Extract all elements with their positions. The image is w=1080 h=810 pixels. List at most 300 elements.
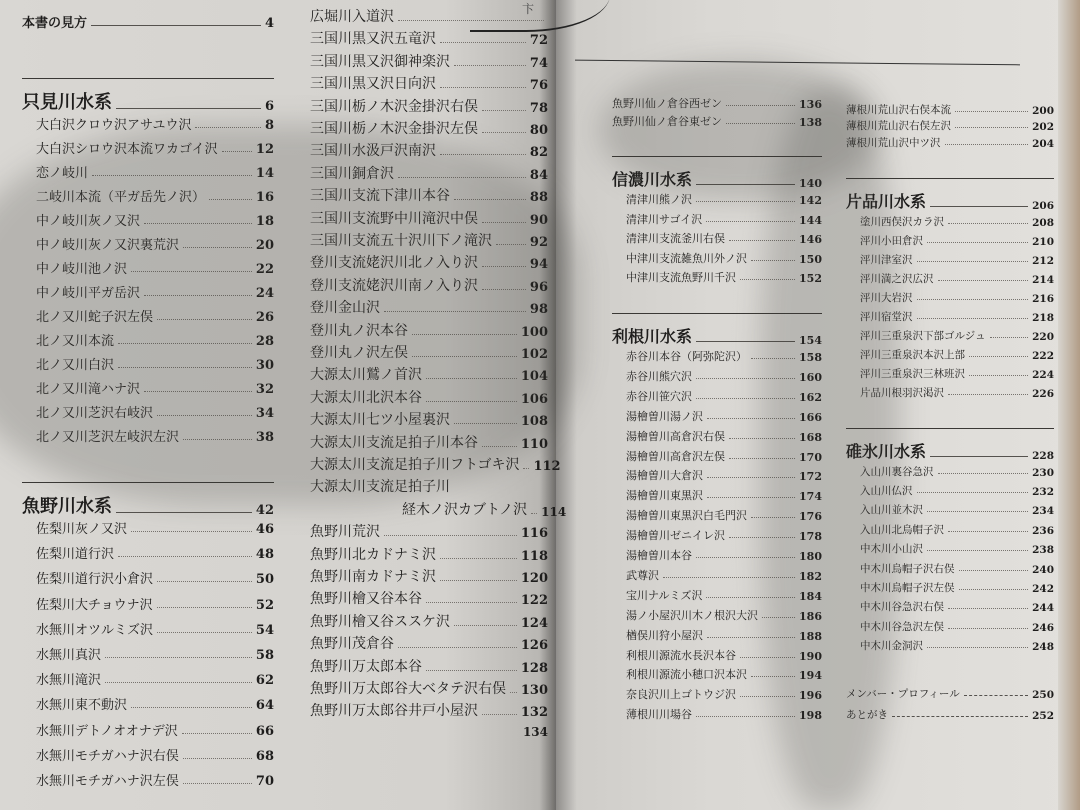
section-rule (846, 178, 1054, 179)
toc-entry[interactable] (860, 383, 1054, 400)
entry-title: 水無川オツルミズ沢 (36, 622, 154, 638)
back-matter-entry[interactable] (846, 705, 1054, 722)
page-number: 162 (799, 390, 822, 404)
toc-entry[interactable] (860, 345, 1054, 362)
toc-entry[interactable] (36, 138, 274, 157)
entry-title: 広堀川入道沢 (310, 9, 394, 25)
page-number: 62 (255, 673, 274, 689)
toc-entry[interactable] (310, 387, 548, 407)
toc-entry[interactable] (860, 559, 1054, 576)
dot-leader (751, 517, 795, 518)
toc-entry[interactable] (310, 320, 548, 340)
dot-leader (948, 531, 1028, 532)
dot-leader (707, 477, 795, 478)
page-number: 154 (799, 334, 822, 347)
toc-entry[interactable] (36, 568, 274, 587)
toc-entry[interactable] (36, 258, 274, 277)
page-number: 206 (1032, 200, 1054, 212)
toc-entry[interactable] (310, 208, 548, 228)
entry-title: 水無川モチガハナ沢左俣 (36, 774, 179, 789)
toc-entry[interactable] (310, 454, 561, 474)
entry-title: 清津川支流釜川右俣 (626, 232, 725, 245)
section-leader (930, 456, 1028, 457)
dot-leader (726, 123, 795, 124)
dot-leader (751, 358, 795, 359)
dot-leader (496, 244, 526, 245)
toc-entry[interactable] (310, 432, 548, 452)
section-heading[interactable] (22, 494, 274, 518)
page-number: 204 (1032, 137, 1054, 150)
page-number: 46 (255, 522, 274, 537)
toc-entry[interactable] (626, 685, 822, 702)
dot-leader (131, 531, 252, 532)
page-number: 174 (799, 490, 822, 504)
page-number: 68 (255, 748, 274, 764)
dot-leader (523, 468, 529, 469)
entry-title: 泙川津室沢 (860, 253, 913, 266)
dot-leader (917, 261, 1029, 262)
toc-entry[interactable] (310, 611, 548, 631)
toc-entry[interactable] (846, 133, 1054, 150)
dot-leader (398, 177, 526, 178)
page-number: 176 (799, 510, 822, 524)
dot-leader (729, 537, 795, 538)
page-number: 242 (1032, 582, 1054, 595)
toc-entry[interactable] (860, 481, 1054, 498)
entry-title: 水無川滝沢 (36, 673, 102, 689)
section-heading[interactable] (612, 168, 822, 190)
page-number: 16 (255, 190, 274, 205)
dot-leader (426, 378, 517, 379)
dot-leader (751, 260, 795, 261)
toc-entry[interactable] (860, 288, 1054, 305)
entry-title: 泙川大岩沢 (860, 291, 913, 304)
toc-entry[interactable] (860, 307, 1054, 324)
dot-leader (144, 223, 252, 224)
page-number: 76 (529, 78, 548, 94)
page-number: 110 (520, 436, 548, 452)
toc-entry[interactable] (310, 140, 548, 160)
toc-entry[interactable] (860, 269, 1054, 286)
section-rule (846, 428, 1054, 429)
page-number: 180 (799, 550, 822, 563)
page-number: 82 (529, 145, 548, 161)
dot-leader (990, 337, 1029, 338)
page-number: 122 (520, 593, 548, 609)
dot-leader (157, 632, 252, 633)
page-number: 104 (520, 369, 548, 385)
section-heading[interactable] (612, 325, 822, 347)
toc-entry[interactable] (36, 114, 274, 133)
dot-leader (927, 550, 1028, 551)
page-number: 150 (799, 252, 822, 266)
toc-column (22, 0, 274, 810)
toc-entry[interactable] (626, 705, 822, 722)
entry-title: 三国川黒又沢御神楽沢 (310, 53, 450, 70)
entry-title: 北ノ又川本流 (36, 334, 115, 349)
entry-title: 登川金山沢 (310, 300, 380, 317)
entry-title: 三国川水汲戸沢南沢 (310, 143, 436, 160)
toc-entry[interactable] (626, 447, 822, 464)
page-number: 118 (520, 548, 548, 564)
toc-entry[interactable] (310, 185, 548, 205)
page-number: 190 (799, 649, 822, 663)
toc-entry[interactable] (36, 518, 274, 537)
page-number: 188 (799, 629, 822, 643)
page-number: 72 (529, 33, 548, 49)
toc-entry[interactable] (626, 646, 822, 663)
dot-leader (454, 199, 526, 200)
dot-leader (398, 647, 517, 648)
page-number: 196 (799, 689, 822, 703)
toc-entry[interactable] (310, 297, 548, 317)
toc-entry[interactable] (860, 462, 1054, 479)
page-number: 32 (255, 382, 274, 397)
page-number: 134 (522, 724, 548, 739)
page-edge (1058, 0, 1080, 810)
page-number: 132 (520, 705, 548, 721)
page-number: 66 (255, 723, 274, 739)
page-number: 232 (1032, 485, 1054, 498)
toc-entry[interactable] (860, 231, 1054, 248)
page-number: 222 (1032, 349, 1054, 362)
toc-entry[interactable] (310, 633, 548, 653)
entry-title: 北ノ又川白沢 (36, 358, 115, 373)
page-number: 22 (255, 262, 274, 277)
toc-entry[interactable] (846, 117, 1054, 134)
page-number: 12 (255, 142, 274, 157)
entry-title: 大源太川支流足拍子川フトゴキ沢 (310, 457, 520, 473)
toc-entry[interactable] (310, 588, 548, 608)
section-leader (116, 108, 261, 109)
toc-entry[interactable] (860, 637, 1054, 654)
dot-leader (964, 695, 1028, 696)
section-title: 碓氷川水系 (846, 442, 927, 461)
dot-leader (118, 343, 252, 344)
toc-entry[interactable] (626, 665, 822, 682)
entry-title: 入山川裏谷急沢 (860, 465, 934, 478)
entry-title: 入山川北烏帽子沢 (860, 523, 944, 536)
entry-title: 湯檜曽川本谷 (626, 549, 692, 562)
toc-entry[interactable] (860, 501, 1054, 518)
entry-title: 佐梨川道行沢小倉沢 (36, 572, 154, 588)
toc-entry[interactable] (36, 594, 274, 613)
page-number: 42 (255, 503, 274, 518)
toc-entry[interactable] (310, 163, 548, 183)
dot-leader (740, 657, 795, 658)
entry-title: 赤谷川本谷（阿弥陀沢） (626, 350, 747, 363)
toc-entry[interactable] (36, 543, 274, 562)
toc-entry[interactable] (36, 619, 274, 638)
page-number: 128 (520, 660, 548, 676)
toc-entry[interactable] (626, 407, 822, 424)
entry-title: 三国川栃ノ木沢金掛沢右俣 (310, 98, 478, 115)
toc-entry[interactable] (36, 402, 274, 421)
page-number: 6 (264, 99, 274, 114)
dot-leader (157, 581, 252, 582)
dot-leader (938, 473, 1029, 474)
toc-entry[interactable] (310, 252, 548, 272)
entry-title: 魚野川檜又谷本谷 (310, 591, 422, 608)
toc-entry[interactable] (36, 354, 274, 373)
dot-leader (927, 511, 1028, 512)
toc-entry[interactable] (310, 275, 548, 295)
dot-leader (412, 356, 517, 357)
toc-entry[interactable] (626, 546, 822, 563)
dot-leader (157, 607, 252, 608)
toc-entry[interactable] (626, 526, 822, 543)
entry-title: 魚野川万太郎本谷 (310, 658, 422, 675)
dot-leader (696, 201, 795, 202)
entry-title: 入山川仏沢 (860, 484, 913, 497)
dot-leader (762, 617, 795, 618)
toc-entry[interactable] (626, 566, 822, 583)
entry-title: 入山川並木沢 (860, 504, 923, 517)
dot-leader (105, 657, 252, 658)
running-head-fragment: 卞 (522, 2, 535, 16)
toc-entry[interactable] (860, 520, 1054, 537)
page-number: 158 (799, 351, 822, 364)
toc-entry[interactable] (860, 578, 1054, 595)
entry-title: 佐梨川灰ノ又沢 (36, 522, 128, 537)
entry-title: 三国川支流野中川滝沢中俣 (310, 210, 478, 227)
page-number: 226 (1032, 387, 1054, 400)
back-matter-entry[interactable] (846, 684, 1054, 701)
toc-entry[interactable] (860, 617, 1054, 634)
page-number: 24 (255, 286, 274, 301)
entry-title: 中津川支流雑魚川外ノ沢 (626, 251, 747, 265)
toc-entry[interactable] (860, 250, 1054, 267)
section-leader (696, 341, 795, 342)
section-leader (116, 512, 252, 513)
toc-entry[interactable] (36, 720, 274, 739)
dot-leader (707, 497, 795, 498)
entry-title: 泙川三重泉沢下部ゴルジュ (860, 329, 986, 342)
page-number: 84 (529, 167, 548, 183)
page-number: 58 (255, 648, 274, 663)
dot-leader (157, 319, 252, 320)
section-rule (22, 78, 274, 79)
toc-entry[interactable] (36, 330, 274, 349)
section-rule (612, 156, 822, 157)
section-heading[interactable] (22, 90, 274, 114)
toc-entry[interactable] (36, 210, 274, 229)
page-number: 178 (799, 530, 822, 544)
toc-entry[interactable] (626, 626, 822, 643)
entry-title: 三国川黒又沢五竜沢 (310, 31, 436, 48)
toc-entry[interactable] (860, 212, 1054, 229)
dot-leader (969, 356, 1028, 357)
dot-leader (222, 151, 252, 152)
toc-column (612, 0, 822, 810)
toc-entry[interactable] (626, 268, 822, 285)
page-number: 184 (799, 589, 822, 603)
toc-entry[interactable] (36, 745, 274, 764)
entry-title: 三国川黒又沢日向沢 (310, 76, 436, 93)
toc-entry[interactable] (860, 326, 1054, 343)
page-number: 236 (1032, 524, 1054, 537)
toc-entry[interactable] (36, 186, 274, 205)
page-number: 186 (799, 609, 822, 623)
page-number: 14 (255, 166, 274, 181)
toc-entry[interactable] (612, 112, 822, 129)
toc-entry[interactable] (860, 364, 1054, 381)
toc-entry[interactable] (310, 118, 548, 138)
toc-entry[interactable] (626, 466, 822, 483)
dot-leader (955, 111, 1028, 112)
section-rule (612, 313, 822, 314)
dot-leader (917, 492, 1029, 493)
dot-leader (917, 318, 1029, 319)
toc-entry[interactable] (36, 770, 274, 789)
page-number: 170 (799, 450, 822, 464)
toc-entry[interactable] (310, 476, 548, 496)
section-heading[interactable] (846, 440, 1054, 462)
toc-column (846, 0, 1054, 810)
dot-leader (955, 127, 1028, 128)
intro-entry[interactable] (22, 12, 274, 31)
page-number: 98 (529, 302, 548, 318)
dot-leader (663, 577, 795, 578)
toc-entry[interactable] (310, 96, 548, 116)
toc-entry[interactable] (310, 656, 548, 676)
toc-entry[interactable] (860, 598, 1054, 615)
toc-entry[interactable] (310, 73, 548, 93)
toc-entry[interactable] (310, 28, 548, 48)
toc-column (310, 0, 567, 810)
page-number: 160 (799, 370, 822, 384)
entry-title: 湯檜曽川大倉沢 (626, 469, 703, 483)
page-number: 100 (520, 324, 548, 340)
entry-title: 塗川西俣沢カラ沢 (860, 215, 944, 228)
page-number: 52 (255, 597, 274, 613)
toc-entry[interactable] (36, 644, 274, 663)
dot-leader (740, 279, 795, 280)
dot-leader (969, 375, 1028, 376)
toc-entry[interactable] (626, 210, 822, 227)
toc-entry[interactable] (626, 506, 822, 523)
page-number: 70 (255, 774, 274, 789)
entry-title: 北ノ又川滝ハナ沢 (36, 382, 141, 397)
section-heading[interactable] (846, 190, 1054, 212)
dot-leader (707, 418, 795, 419)
entry-title: 魚野川檜又谷ススケ沢 (310, 613, 450, 630)
toc-entry[interactable] (310, 342, 548, 362)
section-title: 利根川水系 (612, 327, 693, 346)
toc-entry[interactable] (626, 249, 822, 266)
toc-entry[interactable] (310, 566, 548, 586)
entry-title: 片品川根羽沢渇沢 (860, 386, 944, 399)
entry-title: 楢俣川狩小屋沢 (626, 628, 703, 642)
entry-title: 中木川小山沢 (860, 543, 923, 556)
toc-entry[interactable] (36, 669, 274, 688)
toc-entry[interactable] (626, 229, 822, 246)
page-number: 208 (1032, 216, 1054, 229)
toc-entry[interactable] (310, 521, 548, 541)
toc-entry[interactable] (860, 540, 1054, 557)
entry-title: 登川支流姥沢川南ノ入り沢 (310, 277, 478, 294)
dot-leader (696, 378, 795, 379)
toc-entry[interactable] (626, 347, 822, 364)
page-number: 146 (799, 233, 822, 246)
toc-entry[interactable] (310, 6, 548, 26)
toc-entry[interactable] (310, 409, 548, 429)
dot-leader (195, 127, 260, 128)
entry-title: 大白沢クロウ沢アサユウ沢 (36, 118, 192, 133)
dot-leader (131, 707, 252, 708)
toc-entry[interactable] (36, 162, 274, 181)
page-number: 92 (529, 235, 548, 250)
toc-entry[interactable] (626, 367, 822, 384)
entry-title: 武尊沢 (626, 568, 659, 582)
entry-title: 登川丸ノ沢本谷 (310, 322, 408, 339)
toc-entry[interactable] (612, 94, 822, 111)
entry-title: 湯檜曽川高倉沢左俣 (626, 449, 725, 463)
entry-title: 魚野川万太郎谷井戸小屋沢 (310, 703, 478, 720)
dot-leader (892, 716, 1028, 717)
toc-entry[interactable] (626, 586, 822, 603)
page-number: 28 (255, 334, 274, 349)
page-number: 216 (1032, 292, 1054, 305)
toc-entry[interactable] (310, 544, 548, 564)
toc-entry[interactable] (36, 306, 274, 325)
dot-leader (131, 271, 252, 272)
page-number: 202 (1032, 121, 1054, 133)
page-number: 198 (799, 709, 822, 723)
toc-entry[interactable] (36, 234, 274, 253)
page-number: 234 (1032, 505, 1054, 518)
entry-title: 水無川東不動沢 (36, 698, 128, 714)
toc-entry[interactable] (36, 694, 274, 713)
toc-entry-continuation[interactable] (402, 499, 567, 519)
toc-entry[interactable] (626, 606, 822, 623)
toc-entry[interactable] (626, 387, 822, 404)
page-number: 20 (255, 238, 274, 253)
entry-title: 北ノ又川芝沢左岐沢左沢 (36, 430, 180, 445)
entry-title: 利根川源流水長沢本谷 (626, 648, 736, 662)
toc-entry[interactable] (310, 364, 548, 384)
toc-entry[interactable] (310, 230, 548, 250)
entry-title: 湯檜曽川ゼニイレ沢 (626, 529, 725, 543)
page-number: 108 (520, 414, 548, 430)
dot-leader (182, 733, 252, 734)
toc-entry[interactable] (36, 282, 274, 301)
toc-entry[interactable] (846, 100, 1054, 117)
toc-entry[interactable] (626, 486, 822, 503)
toc-entry[interactable] (310, 51, 548, 71)
page-number: 210 (1032, 235, 1054, 248)
page-number: 172 (799, 470, 822, 484)
entry-title: 泙川小田倉沢 (860, 234, 923, 247)
dot-leader (91, 25, 261, 26)
dot-leader (959, 570, 1029, 571)
toc-entry[interactable] (626, 427, 822, 444)
toc-entry[interactable] (310, 678, 548, 698)
toc-entry[interactable] (310, 700, 548, 720)
toc-entry[interactable] (626, 190, 822, 207)
entry-title: 薄根川荒山沢右俣左沢 (846, 120, 951, 132)
entry-title: 薄根川荒山沢右俣本流 (846, 103, 951, 116)
section-leader (930, 206, 1028, 207)
entry-title: 三国川銅倉沢 (310, 165, 394, 182)
toc-entry[interactable] (36, 378, 274, 397)
entry-title: 魚野川茂倉谷 (310, 636, 394, 653)
dot-leader (183, 247, 252, 248)
page-number: 144 (799, 213, 822, 227)
toc-entry[interactable] (36, 426, 274, 445)
entry-title: メンバー・プロフィール (846, 687, 960, 700)
entry-title: 湯ノ小屋沢川木ノ根沢大沢 (626, 608, 758, 622)
